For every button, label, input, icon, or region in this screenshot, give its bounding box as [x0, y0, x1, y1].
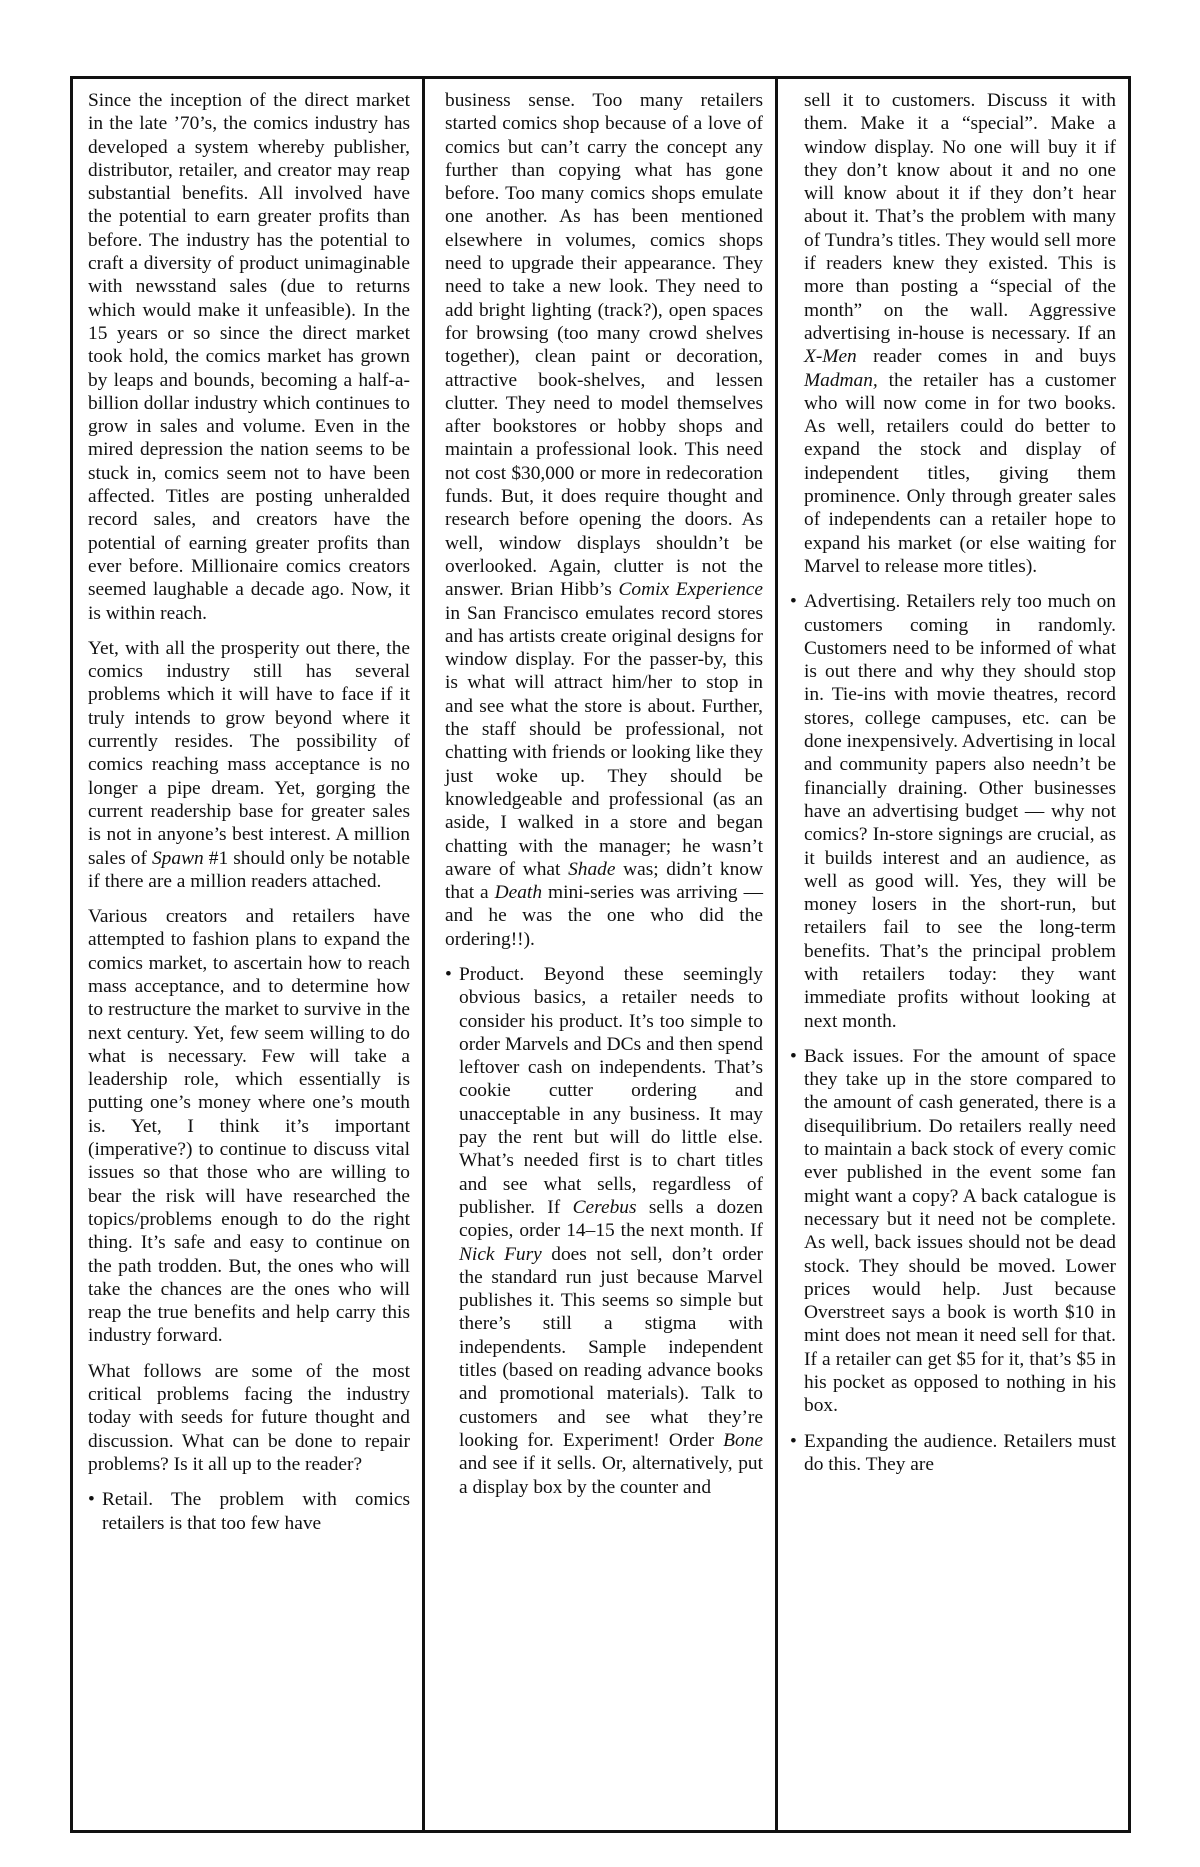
bullet-icon: • — [790, 591, 797, 613]
bullet-advertising: • Advertising. Retailers rely too much on customers coming in randomly. Customers need to be informed of what is out there and why they should stop in. Tie-ins with movie theatres, record stores, college campuses, etc. can be done inexpensively. Advertising in local and community papers also needn’t be financially draining. Other businesses have an advertising budget — why not comics? In-store signings are crucial, as it builds interest and an audience, as well as good will. Yes, they will be money losers in the short-run, but retailers fail to see the long-term benefits. That’s the principal problem with retailers today: they want immediate profits without looking at next month. — [790, 591, 1116, 1032]
paragraph-intro: Since the inception of the direct market in the late ’70’s, the comics industry has developed a system whereby publisher, distributor, retailer, and creator may reap substantial benefits. All involved have the potential to earn greater profits than before. The industry has the potential to craft a diversity of product unimaginable with newsstand sales (due to returns which would make it unfeasible). In the 15 years or so since the direct market took hold, the comics market has grown by leaps and bounds, becoming a half-a-billion dollar industry which continues to grow in sales and volume. Even in the mired depression the nation seems to be stuck in, comics seem not to have been affected. Titles are posting unheralded record sales, and creators have the potential of earning greater profits than ever before. Millionaire comics creators seemed laughable a decade ago. Now, it is within reach. — [88, 90, 410, 624]
title-cerebus: Cerebus — [572, 1196, 637, 1218]
paragraph-product-continued: sell it to customers. Discuss it with them. Make it a “special”. Make a window display. No one will buy it if they don’t know about it and no one will know about it if they don’t hear about it. That’s the problem with many of Tundra’s titles. They would sell more if readers knew they existed. This is more than posting a “special of the month” on the wall. Aggressive advertising in-house is necessary. If an X-Men reader comes in and buys Madman, the retailer has a customer who will now come in for two books. As well, retailers could do better to expand the stock and display of independent titles, giving them prominence. Only through greater sales of independents can a retailer hope to expand his market (or else waiting for Marvel to release more titles). — [804, 90, 1116, 577]
paragraph-retail-continued: business sense. Too many retailers started comics shop because of a love of comics but can’t carry the concept any further than copying what has gone before. Too many comics shops emulate one another. As has been mentioned elsewhere in volumes, comics shops need to upgrade their appearance. They need to take a new look. They need to add bright lighting (track?), open spaces for browsing (too many crowd shelves together), clean paint or decoration, attractive book-shelves, and lessen clutter. They need to model themselves after bookstores or hobby shops and maintain a professional look. This need not cost $30,000 or more in redecoration funds. But, it does require thought and research before opening the doors. As well, window displays shouldn’t be overlooked. Again, clutter is not the answer. Brian Hibb’s Comix Experience in San Francisco emulates record stores and has artists create original designs for window display. For the passer-by, this is what will attract him/her to stop in and see what the store is about. Further, the staff should be professional, not chatting with friends or looking like they just woke up. They should be knowledgeable and professional (as an aside, I walked in a store and began chatting with the manager; he wasn’t aware of what Shade was; didn’t know that a Death mini-series was arriving — and he was the one who did the ordering!!). — [445, 90, 763, 950]
bullet-icon: • — [445, 963, 452, 985]
bullet-retail: • Retail. The problem with comics retailers is that too few have — [88, 1489, 410, 1534]
title-death: Death — [494, 882, 543, 904]
title-x-men: X-Men — [804, 346, 857, 368]
column-2 — [425, 79, 778, 1830]
article-frame — [70, 76, 1131, 1833]
paragraph-creators: Various creators and retailers have attempted to fashion plans to expand the comics market, to ascertain how to reach mass acceptance, and to determine how to restructure the market to survive in the next century. Yet, few seem willing to do what is necessary. Few will take a leadership role, which essentially is putting one’s money where one’s mouth is. Yet, I think it’s important (imperative?) to continue to discuss vital issues so that those who are willing to bear the risk will have researched the topics/problems enough to do the right thing. It’s safe and easy to continue on the path trodden. But, the ones who will take the chances are the ones who will reap the true benefits and help carry this industry forward. — [88, 906, 410, 1347]
bullet-icon: • — [790, 1045, 797, 1067]
bullet-icon: • — [88, 1489, 95, 1511]
column-1 — [73, 79, 425, 1830]
title-bone: Bone — [723, 1429, 763, 1451]
bullet-expanding-audience: • Expanding the audience. Retailers must do this. They are — [790, 1430, 1116, 1475]
column-3 — [778, 79, 1128, 1830]
title-spawn: Spawn — [151, 847, 204, 869]
title-shade: Shade — [568, 858, 616, 880]
paragraph-what-follows: What follows are some of the most critical problems facing the industry today with seeds for future thought and discussion. What can be done to repair problems? Is it all up to the reader? — [88, 1360, 410, 1475]
title-comix-experience: Comix Experience — [618, 579, 763, 601]
title-nick-fury: Nick Fury — [459, 1243, 542, 1265]
title-madman: Madman, — [804, 369, 878, 391]
bullet-back-issues: • Back issues. For the amount of space they take up in the store compared to the amount of cash generated, there is a disequilibrium. Do retailers really need to maintain a back stock of every comic ever published in the event some fan might want a copy? A back catalogue is necessary but it need not be complete. As well, back issues should not be dead stock. They should be moved. Lower prices would help. Just because Overstreet says a book is worth $10 in mint does not mean it need sell for that. If a retailer can get $5 for it, that’s $5 in his pocket as opposed to nothing in his box. — [790, 1045, 1116, 1417]
bullet-product: • Product. Beyond these seemingly obvious basics, a retailer needs to consider his product. It’s too simple to order Marvels and DCs and then spend leftover cash on independents. That’s cookie cutter ordering and unacceptable in any business. It may pay the rent but will do little else. What’s needed first is to chart titles and see what sells, regardless of publisher. If Cerebus sells a dozen copies, order 14–15 the next month. If Nick Fury does not sell, don’t order the standard run just because Marvel publishes it. This seems so simple but there’s still a stigma with independents. Sample independent titles (based on reading advance books and promotional materials). Talk to customers and see what they’re looking for. Experiment! Order Bone and see if it sells. Or, alternatively, put a display box by the counter and — [445, 963, 764, 1498]
bullet-icon: • — [790, 1430, 797, 1452]
paragraph-problems: Yet, with all the prosperity out there, the comics industry still has several problems which it will have to face if it truly intends to grow beyond where it currently resides. The possibility of comics reaching mass acceptance is no longer a pipe dream. Yet, gorging the current readership base for greater sales is not in anyone’s best interest. A million sales of Spawn #1 should only be notable if there are a million readers attached. — [88, 637, 410, 892]
